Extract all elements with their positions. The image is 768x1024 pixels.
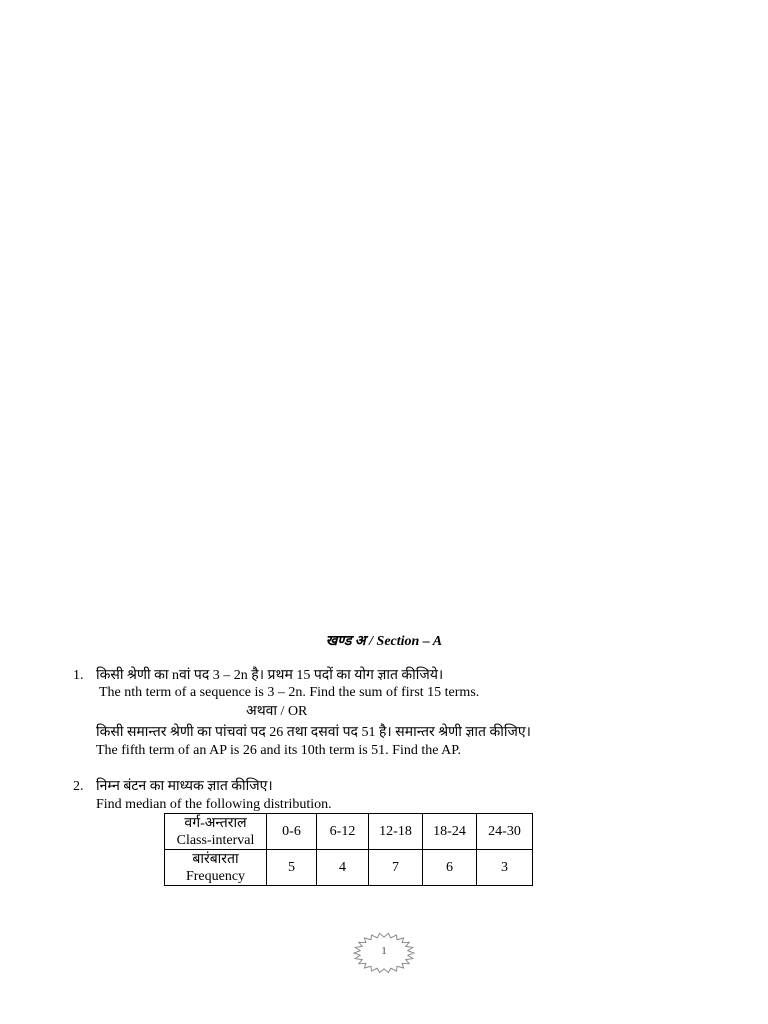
frequency-cell: 7 xyxy=(369,850,423,886)
section-heading-english: Section – A xyxy=(376,634,443,649)
frequency-header-hindi: बारंबारता xyxy=(192,851,239,867)
interval-cell: 18-24 xyxy=(423,814,477,850)
question-2-hindi: निम्न बंटन का माध्यक ज्ञात कीजिए। xyxy=(96,779,273,794)
class-interval-header-hindi: वर्ग-अन्तराल xyxy=(184,815,247,831)
table-row xyxy=(165,850,533,886)
question-1-hindi: किसी श्रेणी का nवां पद 3 – 2n है। प्रथम 15 पदों का योग ज्ञात कीजिये। xyxy=(96,668,444,683)
class-interval-header-english: Class-interval xyxy=(176,832,255,848)
table-row xyxy=(165,814,533,850)
frequency-cell: 5 xyxy=(267,850,317,886)
question-2-english: Find median of the following distribution. xyxy=(96,797,332,812)
frequency-header-english: Frequency xyxy=(185,868,246,884)
interval-cell: 24-30 xyxy=(477,814,533,850)
interval-cell: 0-6 xyxy=(267,814,317,850)
question-1-or-label: अथवा / OR xyxy=(246,704,308,719)
question-1-alt-english: The fifth term of an AP is 26 and its 10th term is 51. Find the AP. xyxy=(96,743,462,758)
frequency-cell: 3 xyxy=(477,850,533,886)
section-heading-separator: / xyxy=(365,634,377,649)
class-interval-header xyxy=(165,814,267,850)
section-heading xyxy=(0,631,768,650)
section-heading-hindi: खण्ड अ xyxy=(325,634,366,649)
distribution-table xyxy=(164,813,533,886)
interval-cell: 6-12 xyxy=(317,814,369,850)
question-1-number: 1. xyxy=(73,668,84,683)
frequency-header xyxy=(165,850,267,886)
page-number: 1 xyxy=(381,945,387,957)
frequency-cell: 4 xyxy=(317,850,369,886)
question-1-alt-hindi: किसी समान्तर श्रेणी का पांचवां पद 26 तथा दसवां पद 51 है। समान्तर श्रेणी ज्ञात कीजिए। xyxy=(96,725,531,740)
interval-cell: 12-18 xyxy=(369,814,423,850)
page-number-badge xyxy=(352,932,416,974)
question-1-english: The nth term of a sequence is 3 – 2n. Find the sum of first 15 terms. xyxy=(99,685,480,700)
question-2-number: 2. xyxy=(73,779,84,794)
frequency-cell: 6 xyxy=(423,850,477,886)
